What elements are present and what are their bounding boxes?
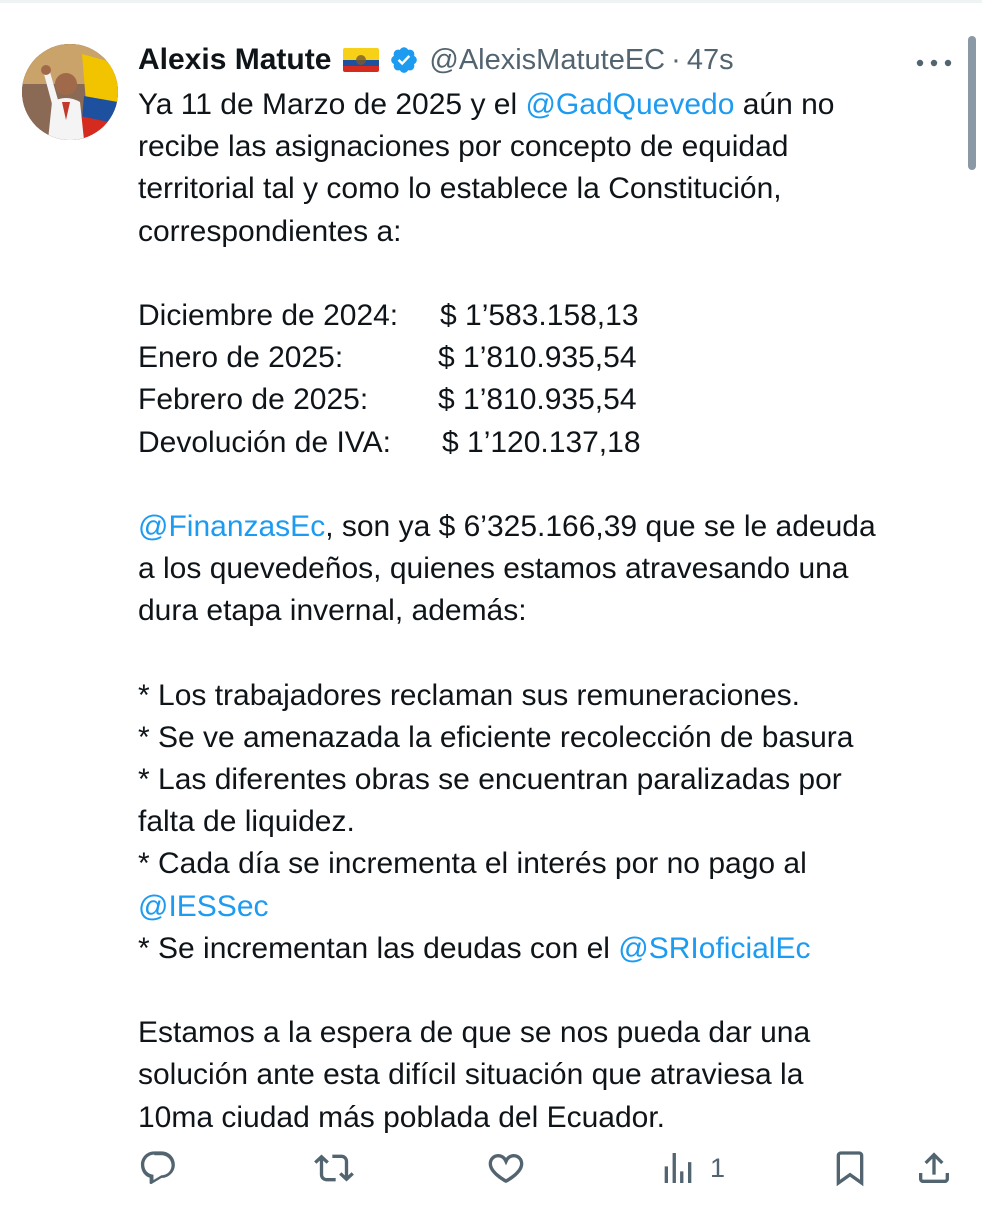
- amount-value: $ 1’810.935,54: [438, 341, 637, 375]
- reply-button[interactable]: [138, 1148, 178, 1188]
- retweet-icon: [314, 1148, 354, 1188]
- body-text: correspondientes a:: [138, 214, 402, 248]
- bullet-item: * Se ve amenazada la eficiente recolección de basura: [138, 720, 854, 754]
- amount-row: [138, 337, 964, 379]
- timestamp[interactable]: 47s: [686, 43, 734, 76]
- amount-value: $ 1’810.935,54: [438, 383, 637, 417]
- like-icon: [486, 1148, 526, 1188]
- retweet-button[interactable]: [314, 1148, 354, 1188]
- amount-value: $ 1’120.137,18: [442, 425, 641, 459]
- mention-link[interactable]: @SRIoficialEc: [618, 931, 811, 965]
- body-text: solución ante esta difícil situación que atraviesa la: [138, 1058, 804, 1092]
- top-divider: [0, 0, 982, 3]
- body-text: territorial tal y como lo establece la Constitución,: [138, 172, 782, 206]
- more-options-icon[interactable]: [914, 56, 954, 70]
- amount-value: $ 1’583.158,13: [440, 298, 639, 332]
- tweet-text: [138, 84, 964, 1139]
- mention-link[interactable]: @FinanzasEc: [138, 509, 326, 543]
- body-text: 10ma ciudad más poblada del Ecuador.: [138, 1100, 666, 1134]
- amount-label: Devolución de IVA:: [138, 425, 391, 459]
- views-icon: [658, 1148, 698, 1188]
- bullet-item: falta de liquidez.: [138, 805, 355, 839]
- separator-dot: ·: [671, 43, 681, 76]
- action-bar: [138, 1148, 958, 1196]
- amount-row: [138, 295, 964, 337]
- bullet-item: * Las diferentes obras se encuentran paralizadas por: [138, 763, 842, 796]
- author-handle[interactable]: @AlexisMatuteEC: [429, 43, 666, 76]
- bullet-item: * Cada día se incrementa el interés por no pago al: [138, 847, 807, 881]
- body-text: aún no: [734, 88, 835, 121]
- body-text: Ya 11 de Marzo de 2025 y el: [138, 88, 526, 121]
- scrollbar[interactable]: [968, 36, 976, 170]
- amount-row: [138, 379, 964, 421]
- reply-icon: [138, 1148, 178, 1188]
- body-text: , son ya $ 6’325.166,39 que se le adeuda: [325, 509, 876, 543]
- bookmark-icon: [830, 1148, 870, 1188]
- mention-link[interactable]: @GadQuevedo: [525, 88, 735, 121]
- views-button[interactable]: [658, 1148, 725, 1188]
- avatar[interactable]: [22, 44, 118, 140]
- share-button[interactable]: [914, 1148, 954, 1188]
- bullet-item: * Se incrementan las deudas con el: [138, 931, 619, 965]
- amount-label: Enero de 2025:: [138, 341, 344, 375]
- amount-label: Febrero de 2025:: [138, 383, 369, 417]
- ecuador-flag-icon: [343, 48, 379, 72]
- bookmark-button[interactable]: [830, 1148, 870, 1188]
- author-name[interactable]: Alexis Matute: [138, 43, 332, 76]
- amount-label: Diciembre de 2024:: [138, 298, 399, 332]
- tweet-header: [138, 38, 942, 82]
- verified-badge-icon[interactable]: [389, 45, 419, 75]
- bullet-item: * Los trabajadores reclaman sus remuneraciones.: [138, 678, 801, 712]
- share-icon: [914, 1148, 954, 1188]
- body-text: a los quevedeños, quienes estamos atravesando una: [138, 552, 849, 586]
- body-text: Estamos a la espera de que se nos pueda dar una: [138, 1016, 811, 1050]
- like-button[interactable]: [486, 1148, 526, 1188]
- amount-row: [138, 422, 964, 464]
- body-text: recibe las asignaciones por concepto de equidad: [138, 130, 789, 164]
- body-text: dura etapa invernal, además:: [138, 594, 527, 628]
- views-count: 1: [710, 1152, 726, 1183]
- mention-link[interactable]: @IESSec: [138, 889, 269, 923]
